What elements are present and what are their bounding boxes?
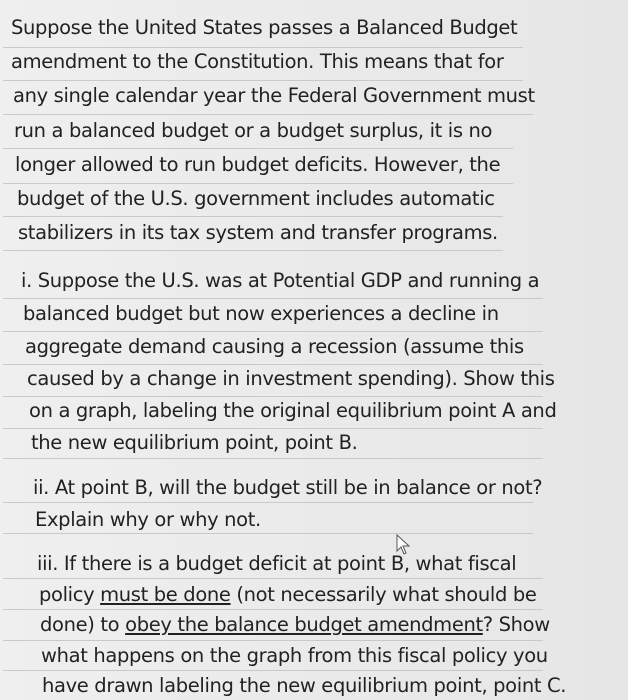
- question-iii-line: [40, 613, 550, 637]
- question-i-line: the new equilibrium point, point B.: [31, 431, 358, 454]
- ruled-line: [3, 298, 543, 299]
- plain-text: policy: [39, 583, 101, 606]
- ruled-line: [3, 533, 533, 534]
- intro-line: amendment to the Constitution. This means that for: [11, 50, 504, 73]
- question-ii-line: Explain why or why not.: [35, 508, 261, 531]
- ruled-line: [3, 148, 513, 149]
- ruled-line: [3, 670, 543, 671]
- ruled-line: [3, 609, 543, 610]
- ruled-line: [3, 183, 513, 184]
- intro-line: stabilizers in its tax system and transfer programs.: [18, 221, 498, 244]
- ruled-line: [3, 640, 543, 641]
- intro-line: longer allowed to run budget deficits. However, the: [15, 153, 501, 176]
- mouse-cursor-icon: [396, 534, 412, 556]
- question-iii-line: have drawn labeling the new equilibrium point, point C.: [42, 674, 567, 697]
- plain-text: ? Show: [482, 613, 550, 636]
- ruled-line: [3, 428, 543, 429]
- ruled-line: [3, 47, 523, 48]
- intro-line: run a balanced budget or a budget surplus, it is no: [14, 119, 493, 142]
- intro-line: Suppose the United States passes a Balanced Budget: [11, 16, 518, 39]
- ruled-line: [3, 502, 533, 503]
- ruled-line: [3, 331, 543, 332]
- ruled-line: [3, 250, 503, 251]
- ruled-line: [3, 216, 503, 217]
- ruled-line: [3, 80, 523, 81]
- ruled-line: [3, 396, 543, 397]
- question-iii-line: [39, 583, 537, 607]
- intro-line: any single calendar year the Federal Government must: [13, 84, 535, 107]
- underlined-text: obey the balance budget amendment: [125, 613, 483, 636]
- ruled-line: [3, 114, 533, 115]
- question-i-line: on a graph, labeling the original equilibrium point A and: [29, 399, 557, 422]
- plain-text: done) to: [40, 613, 126, 636]
- question-i-line: caused by a change in investment spending). Show this: [27, 367, 555, 390]
- question-i-line: aggregate demand causing a recession (assume this: [25, 335, 524, 358]
- question-i-line: balanced budget but now experiences a decline in: [23, 302, 499, 325]
- ruled-line: [3, 458, 543, 459]
- underlined-text: must be done: [100, 583, 231, 606]
- plain-text: (not necessarily what should be: [230, 583, 537, 606]
- ruled-line: [3, 578, 543, 579]
- question-iii-line: what happens on the graph from this fiscal policy you: [41, 644, 548, 667]
- question-ii-line: ii. At point B, will the budget still be in balance or not?: [33, 476, 543, 499]
- intro-line: budget of the U.S. government includes automatic: [17, 187, 495, 210]
- ruled-line: [3, 364, 543, 365]
- question-iii-line: iii. If there is a budget deficit at point B, what fiscal: [37, 552, 517, 575]
- question-i-line: i. Suppose the U.S. was at Potential GDP and running a: [21, 269, 540, 292]
